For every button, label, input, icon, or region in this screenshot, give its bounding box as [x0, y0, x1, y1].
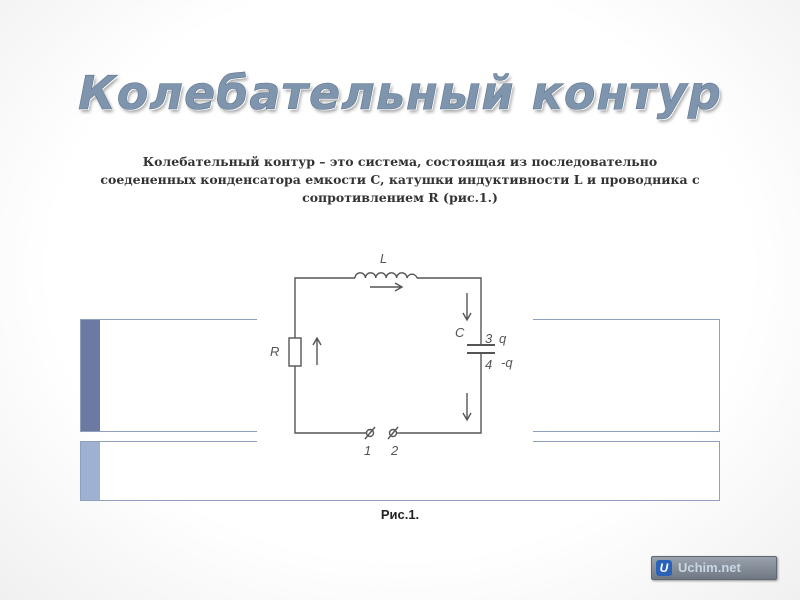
label-resistor: R — [270, 344, 280, 359]
label-plate-bottom-charge: -q — [501, 355, 513, 370]
label-plate-top-number: 3 — [485, 331, 493, 346]
label-terminal-1: 1 — [364, 443, 372, 458]
resistor-body — [289, 338, 301, 366]
label-plate-bottom-number: 4 — [485, 357, 493, 372]
label-inductor: L — [380, 251, 388, 266]
decor-band-top-bar — [81, 320, 100, 431]
circuit-diagram — [255, 245, 535, 465]
brand-badge[interactable] — [651, 556, 777, 580]
brand-logo-icon: U — [656, 560, 672, 576]
label-terminal-2: 2 — [391, 443, 399, 458]
label-plate-top-charge: q — [499, 331, 507, 346]
figure-caption: Рис.1. — [380, 507, 420, 522]
brand-text: Uchim.net — [678, 560, 741, 575]
decor-band-bottom-bar — [81, 442, 100, 500]
description-text: Колебательный контур – это система, состоящая из последовательно соедененных конденсатора емкости C, катушки индуктивности L и проводника с сопротивлением R (рис.1.) — [100, 154, 700, 205]
page-title: Колебательный контур — [78, 66, 722, 120]
label-capacitor: C — [455, 325, 465, 340]
